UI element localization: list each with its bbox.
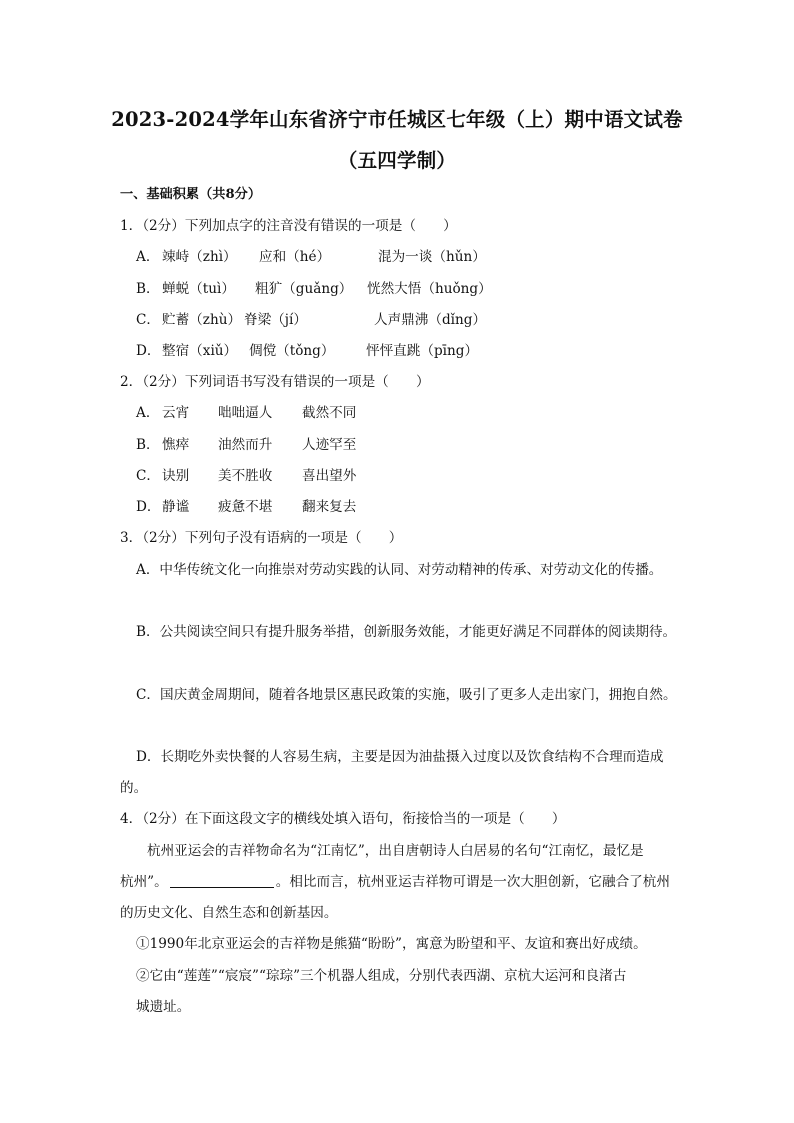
option-letter: A． [136, 405, 160, 421]
question-3-option-d-continued: 的。 [120, 780, 148, 796]
option-letter: C． [136, 312, 160, 328]
option-letter: C． [136, 468, 160, 484]
option-item: 翻来复去 [302, 499, 357, 515]
option-item: 美不胜收 [218, 468, 273, 484]
passage-text: 杭州”。 [120, 874, 168, 890]
question-3-option-a: A．中华传统文化一向推崇对劳动实践的认同、对劳动精神的传承、对劳动文化的传播。 [136, 562, 663, 578]
section-heading: 一、基础积累（共8分） [120, 187, 262, 202]
option-item: 咄咄逼人 [218, 405, 273, 421]
option-item: 怦怦直跳（pīng） [366, 343, 479, 359]
option-item: 诀别 [162, 468, 190, 484]
option-item: 恍然大悟（huǒng） [367, 281, 492, 297]
option-item: 静谧 [162, 499, 190, 515]
option-item: 油然而升 [218, 437, 273, 453]
option-letter: B． [136, 281, 160, 297]
option-item: 人迹罕至 [302, 437, 357, 453]
option-item: 蝉蜕（tuì） [162, 281, 235, 297]
passage-text: 。相比而言，杭州亚运吉祥物可谓是一次大胆创新，它融合了杭州 [275, 874, 670, 890]
question-4-item-2: ②它由“莲莲”“宸宸”“琮琮”三个机器人组成，分别代表西湖、京杭大运河和良渚古 [136, 968, 627, 984]
option-item: 疲惫不堪 [218, 499, 273, 515]
question-4-passage-line-3: 的历史文化、自然生态和创新基因。 [120, 905, 338, 921]
option-letter: D． [136, 499, 161, 515]
option-item: 倜傥（tǒng） [249, 343, 335, 359]
exam-title: 2023-2024学年山东省济宁市任城区七年级（上）期中语文试卷 [111, 108, 683, 131]
question-4-passage-line-1: 杭州亚运会的吉祥物命名为“江南忆”，出自唐朝诗人白居易的名句“江南忆，最忆是 [147, 843, 644, 859]
option-item: 混为一谈（hǔn） [378, 249, 486, 265]
question-3-option-c: C．国庆黄金周期间，随着各地景区惠民政策的实施，吸引了更多人走出家门，拥抱自然。 [136, 687, 677, 703]
exam-subtitle: （五四学制） [337, 149, 457, 172]
option-item: 整宿（xiǔ） [162, 343, 238, 359]
option-item: 贮蓄（zhù） [162, 312, 242, 328]
question-3-stem: 3．（2分）下列句子没有语病的一项是（ ） [120, 530, 403, 546]
question-1-stem: 1．（2分）下列加点字的注音没有错误的一项是（ ） [120, 218, 457, 234]
fill-in-blank [170, 873, 274, 888]
question-2-stem: 2．（2分）下列词语书写没有错误的一项是（ ） [120, 374, 430, 390]
option-item: 脊梁（jí） [244, 312, 307, 328]
question-4-item-2-continued: 城遗址。 [136, 999, 191, 1015]
option-item: 截然不同 [302, 405, 357, 421]
option-item: 云宵 [162, 405, 190, 421]
option-item: 应和（hé） [259, 249, 331, 265]
option-item: 憔瘁 [162, 437, 190, 453]
question-4-passage-line-2 [120, 873, 670, 891]
option-item: 竦峙（zhì） [162, 249, 237, 265]
question-4-stem: 4．（2分）在下面这段文字的横线处填入语句，衔接恰当的一项是（ ） [120, 811, 566, 827]
option-item: 喜出望外 [302, 468, 357, 484]
question-3-option-b: B．公共阅读空间只有提升服务举措，创新服务效能，才能更好满足不同群体的阅读期待。 [136, 624, 677, 640]
question-3-option-d: D．长期吃外卖快餐的人容易生病，主要是因为油盐摄入过度以及饮食结构不合理而造成 [136, 749, 664, 765]
question-4-item-1: ①1990年北京亚运会的吉祥物是熊猫“盼盼”，寓意为盼望和平、友谊和赛出好成绩。 [136, 936, 647, 952]
option-item: 粗犷（guǎng） [255, 281, 353, 297]
option-item: 人声鼎沸（dǐng） [374, 312, 487, 328]
option-letter: D． [136, 343, 161, 359]
option-letter: B． [136, 437, 160, 453]
option-letter: A． [136, 249, 160, 265]
